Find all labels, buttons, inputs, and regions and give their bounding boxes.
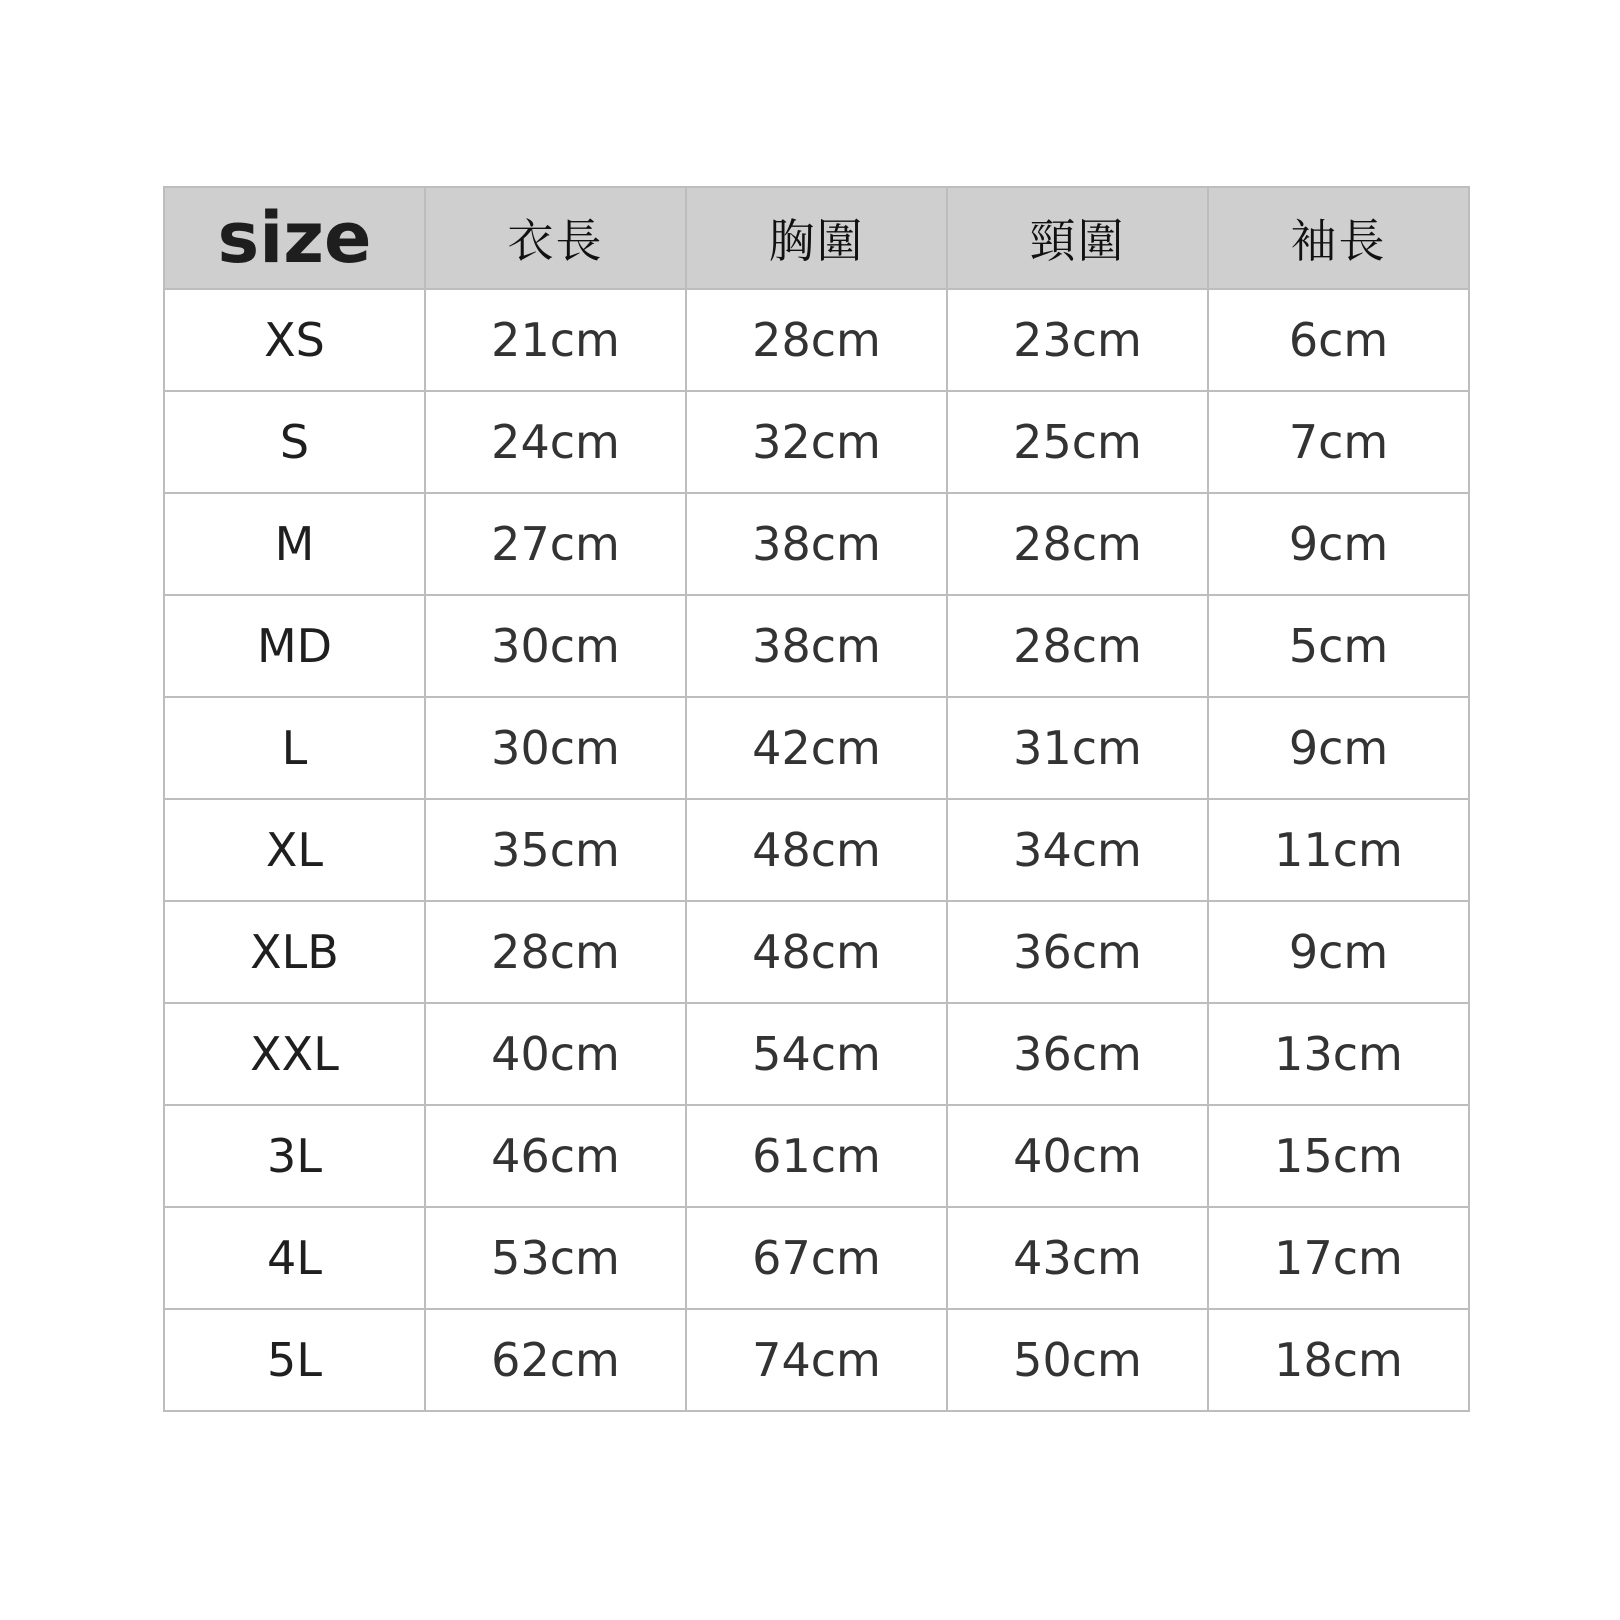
table-row	[164, 289, 1469, 391]
chest-value: 48cm	[686, 901, 947, 1003]
size-label: MD	[164, 595, 425, 697]
sleeve-value: 9cm	[1208, 493, 1469, 595]
sleeve-value: 15cm	[1208, 1105, 1469, 1207]
body-length-value: 53cm	[425, 1207, 686, 1309]
neck-value: 34cm	[947, 799, 1208, 901]
sleeve-value: 18cm	[1208, 1309, 1469, 1411]
sleeve-value: 9cm	[1208, 901, 1469, 1003]
table-row	[164, 901, 1469, 1003]
neck-value: 36cm	[947, 901, 1208, 1003]
neck-value: 28cm	[947, 595, 1208, 697]
size-label: XLB	[164, 901, 425, 1003]
table-row	[164, 493, 1469, 595]
header-neck: 頸圍	[947, 187, 1208, 289]
table-row	[164, 697, 1469, 799]
chest-value: 28cm	[686, 289, 947, 391]
body-length-value: 30cm	[425, 697, 686, 799]
size-label: 5L	[164, 1309, 425, 1411]
chest-value: 67cm	[686, 1207, 947, 1309]
chest-value: 74cm	[686, 1309, 947, 1411]
body-length-value: 21cm	[425, 289, 686, 391]
size-label: XL	[164, 799, 425, 901]
neck-value: 31cm	[947, 697, 1208, 799]
size-label: S	[164, 391, 425, 493]
size-label: 4L	[164, 1207, 425, 1309]
header-chest: 胸圍	[686, 187, 947, 289]
size-label: XXL	[164, 1003, 425, 1105]
chest-value: 48cm	[686, 799, 947, 901]
sleeve-value: 11cm	[1208, 799, 1469, 901]
neck-value: 25cm	[947, 391, 1208, 493]
table-row	[164, 391, 1469, 493]
chest-value: 61cm	[686, 1105, 947, 1207]
chest-value: 38cm	[686, 595, 947, 697]
neck-value: 43cm	[947, 1207, 1208, 1309]
neck-value: 40cm	[947, 1105, 1208, 1207]
table-row	[164, 1105, 1469, 1207]
table-row	[164, 799, 1469, 901]
size-label: XS	[164, 289, 425, 391]
neck-value: 28cm	[947, 493, 1208, 595]
chest-value: 42cm	[686, 697, 947, 799]
chest-value: 54cm	[686, 1003, 947, 1105]
table-row	[164, 1309, 1469, 1411]
size-chart-body	[164, 289, 1469, 1411]
neck-value: 23cm	[947, 289, 1208, 391]
table-row	[164, 1207, 1469, 1309]
body-length-value: 46cm	[425, 1105, 686, 1207]
sleeve-value: 7cm	[1208, 391, 1469, 493]
body-length-value: 28cm	[425, 901, 686, 1003]
header-body-length: 衣長	[425, 187, 686, 289]
body-length-value: 62cm	[425, 1309, 686, 1411]
sleeve-value: 6cm	[1208, 289, 1469, 391]
body-length-value: 30cm	[425, 595, 686, 697]
header-sleeve: 袖長	[1208, 187, 1469, 289]
header-size: size	[164, 187, 425, 289]
neck-value: 50cm	[947, 1309, 1208, 1411]
size-chart-header	[164, 187, 1469, 289]
body-length-value: 40cm	[425, 1003, 686, 1105]
body-length-value: 24cm	[425, 391, 686, 493]
size-chart-table	[163, 186, 1470, 1412]
chest-value: 38cm	[686, 493, 947, 595]
table-row	[164, 1003, 1469, 1105]
size-label: M	[164, 493, 425, 595]
sleeve-value: 17cm	[1208, 1207, 1469, 1309]
body-length-value: 27cm	[425, 493, 686, 595]
table-row	[164, 595, 1469, 697]
header-row	[164, 187, 1469, 289]
size-label: 3L	[164, 1105, 425, 1207]
sleeve-value: 5cm	[1208, 595, 1469, 697]
neck-value: 36cm	[947, 1003, 1208, 1105]
chest-value: 32cm	[686, 391, 947, 493]
size-label: L	[164, 697, 425, 799]
sleeve-value: 9cm	[1208, 697, 1469, 799]
sleeve-value: 13cm	[1208, 1003, 1469, 1105]
body-length-value: 35cm	[425, 799, 686, 901]
